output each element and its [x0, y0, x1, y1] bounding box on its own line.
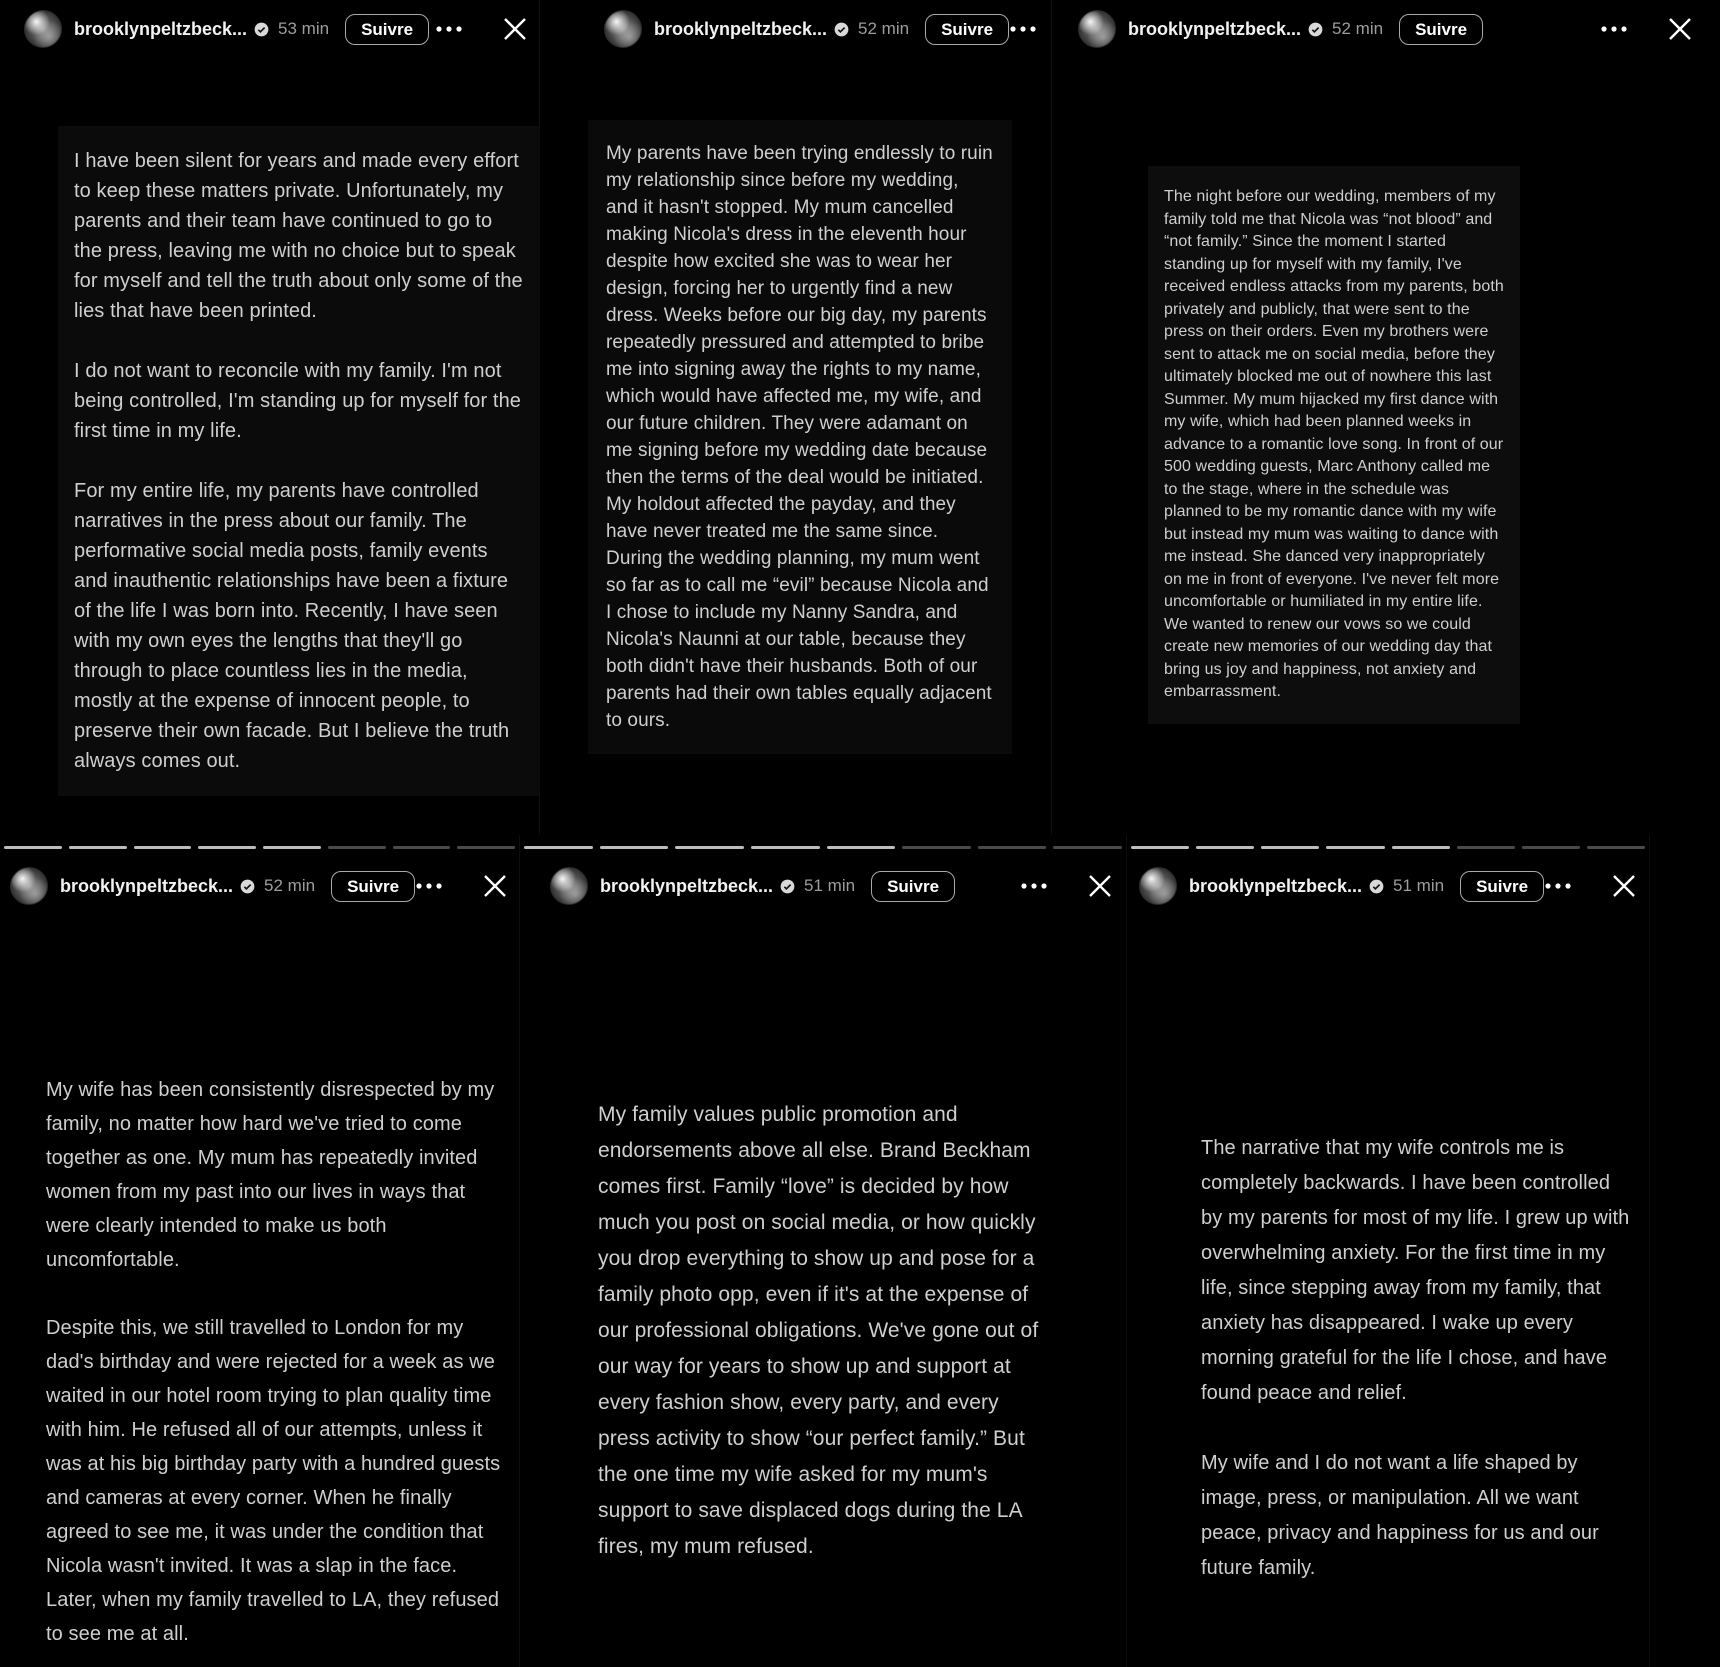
progress-segment: [1457, 846, 1515, 849]
follow-button[interactable]: Suivre: [1460, 871, 1544, 902]
close-icon[interactable]: [481, 872, 509, 900]
username[interactable]: brooklynpeltzbeck...: [654, 18, 828, 39]
verified-badge-icon: [780, 879, 795, 894]
progress-segment: [4, 846, 62, 849]
more-options-icon[interactable]: [1600, 25, 1628, 33]
story-progress-bar: [524, 846, 1122, 849]
story-text-block: [1148, 166, 1520, 724]
progress-segment: [263, 846, 321, 849]
story-header: [520, 861, 1126, 911]
story-timestamp: 51 min: [804, 876, 856, 895]
story-panel-bottom-right: [1127, 835, 1650, 1667]
right-gutter: [1650, 835, 1720, 1667]
more-options-icon[interactable]: [435, 25, 463, 33]
story-timestamp: 53 min: [278, 19, 330, 38]
story-text-block: [598, 1097, 1040, 1565]
username[interactable]: brooklynpeltzbeck...: [600, 875, 774, 896]
follow-button[interactable]: Suivre: [871, 871, 955, 902]
progress-segment: [827, 846, 896, 849]
follow-button[interactable]: Suivre: [345, 14, 429, 45]
progress-segment: [1261, 846, 1319, 849]
username[interactable]: brooklynpeltzbeck...: [60, 875, 234, 896]
avatar[interactable]: [1078, 10, 1116, 48]
progress-segment: [69, 846, 127, 849]
progress-segment: [393, 846, 451, 849]
story-text-block: [1201, 1131, 1635, 1586]
avatar[interactable]: [1139, 867, 1177, 905]
username[interactable]: brooklynpeltzbeck...: [1189, 875, 1363, 896]
username[interactable]: brooklynpeltzbeck...: [1128, 18, 1302, 39]
progress-segment: [1131, 846, 1189, 849]
avatar[interactable]: [10, 867, 48, 905]
progress-segment: [1326, 846, 1384, 849]
story-header: [1052, 0, 1720, 50]
story-timestamp: 52 min: [858, 19, 910, 38]
progress-segment: [751, 846, 820, 849]
follow-button[interactable]: Suivre: [1399, 14, 1483, 45]
verified-badge-icon: [834, 22, 849, 37]
progress-segment: [1522, 846, 1580, 849]
stories-row-bottom: [0, 835, 1720, 1667]
username[interactable]: brooklynpeltzbeck...: [74, 18, 248, 39]
story-text-paragraph: The night before our wedding, members of my family told me that Nicola was “not blood” and “not family.” Since the moment I started standing up for myself with my family, I've received endless attacks from my parents, both privately and publicly, that were sent to the press on their orders. Even my brothers were sent to attack me on social media, before they ultimately blocked me out of nowhere this last Summer. My mum hijacked my first dance with my wife, which had been planned weeks in advance to a romantic love song. In front of our 500 wedding guests, Marc Anthony called me to the stage, where in the schedule was planned to be my romantic dance with my wife but instead my mum was waiting to dance with me instead. She danced very inappropriately on me in front of everyone. I've never felt more uncomfortable or humiliated in my entire life. We wanted to renew our vows so we could create new memories of our wedding day that bring us joy and happiness, not anxiety and embarrassment.: [1164, 188, 1504, 700]
story-timestamp: 52 min: [1332, 19, 1384, 38]
story-timestamp: 51 min: [1393, 876, 1445, 895]
story-text-paragraph: My wife has been consistently disrespected by my family, no matter how hard we've tried to come together as one. My mum has repeatedly invited women from my past into our lives in ways that were clearly intended to make us both uncomfortable.: [46, 1079, 495, 1271]
story-text-block: [588, 120, 1012, 754]
story-panel-top-right: [1052, 0, 1720, 835]
story-timestamp: 52 min: [264, 876, 316, 895]
story-text-paragraph: For my entire life, my parents have controlled narratives in the press about our family. The performative social media posts, family events and inauthentic relationships have been a fixture of the life I was born into. Recently, I have seen with my own eyes the lengths that they'll go through to place countless lies in the media, mostly at the expense of innocent people, to preserve their own facade. But I believe the truth always comes out.: [74, 480, 510, 772]
progress-segment: [1587, 846, 1645, 849]
progress-segment: [328, 846, 386, 849]
progress-segment: [198, 846, 256, 849]
more-options-icon[interactable]: [1009, 25, 1037, 33]
story-progress-bar: [4, 846, 515, 849]
verified-badge-icon: [254, 22, 269, 37]
avatar[interactable]: [24, 10, 62, 48]
close-icon[interactable]: [1086, 872, 1114, 900]
progress-segment: [675, 846, 744, 849]
avatar[interactable]: [550, 867, 588, 905]
verified-badge-icon: [1369, 879, 1384, 894]
progress-segment: [524, 846, 593, 849]
story-header: [0, 861, 519, 911]
story-header: [540, 0, 1051, 50]
story-text-block: [46, 1073, 502, 1651]
close-icon[interactable]: [1666, 15, 1694, 43]
story-panel-bottom-left: [0, 835, 520, 1667]
story-text-paragraph: Despite this, we still travelled to London for my dad's birthday and were rejected for a week as we waited in our hotel room trying to plan quality time with him. He refused all of our attempts, unless it was at his big birthday party with a hundred guests and cameras at every corner. When he finally agreed to see me, it was under the condition that Nicola wasn't invited. It was a slap in the face. Later, when my family travelled to LA, they refused to see me at all.: [46, 1317, 501, 1645]
progress-segment: [978, 846, 1047, 849]
story-panel-bottom-middle: [520, 835, 1127, 1667]
story-text-paragraph: I do not want to reconcile with my family. I'm not being controlled, I'm standing up for myself for the first time in my life.: [74, 360, 522, 442]
more-options-icon[interactable]: [415, 882, 443, 890]
story-text-paragraph: My wife and I do not want a life shaped by image, press, or manipulation. All we want peace, privacy and happiness for us and our future family.: [1201, 1452, 1599, 1579]
story-text-paragraph: The narrative that my wife controls me is completely backwards. I have been controlled by my parents for most of my life. I grew up with overwhelming anxiety. For the first time in my life, since stepping away from my family, that anxiety has disappeared. I wake up every morning grateful for the life I chose, and have found peace and relief.: [1201, 1137, 1630, 1404]
progress-segment: [134, 846, 192, 849]
story-panel-top-middle: [540, 0, 1052, 835]
close-icon[interactable]: [1610, 872, 1638, 900]
progress-segment: [1053, 846, 1122, 849]
story-text-block: [58, 126, 540, 796]
verified-badge-icon: [240, 879, 255, 894]
progress-segment: [1392, 846, 1450, 849]
story-text-paragraph: My parents have been trying endlessly to ruin my relationship since before my wedding, and it hasn't stopped. My mum cancelled making Nicola's dress in the eleventh hour despite how excited she was to wear her design, forcing her to urgently find a new dress. Weeks before our big day, my parents repeatedly pressured and attempted to bribe me into signing away the rights to my name, which would have affected me, my wife, and our future children. They were adamant on me signing before my wedding date because then the terms of the deal would be initiated. My holdout affected the payday, and they have never treated me the same since. During the wedding planning, my mum went so far as to call me “evil” because Nicola and I chose to include my Nanny Sandra, and Nicola's Naunni at our table, because they both didn't have their husbands. Both of our parents had their own tables equally adjacent to ours.: [606, 143, 993, 731]
progress-segment: [457, 846, 515, 849]
story-header: [1127, 861, 1649, 911]
story-progress-bar: [1131, 846, 1645, 849]
story-text-paragraph: My family values public promotion and endorsements above all else. Brand Beckham comes first. Family “love” is decided by how much you post on social media, or how quickly you drop everything to show up and pose for a family photo opp, even if it's at the expense of our professional obligations. We've gone out of our way for years to show up and support at every fashion show, every party, and every press activity to show “our perfect family.” But the one time my wife asked for my mum's support to save displaced dogs during the LA fires, my mum refused.: [598, 1103, 1039, 1558]
follow-button[interactable]: Suivre: [331, 871, 415, 902]
story-panel-top-left: [0, 0, 540, 835]
story-header: [0, 0, 539, 50]
story-text-paragraph: I have been silent for years and made every effort to keep these matters private. Unfortunately, my parents and their team have continued to go to the press, leaving me with no choice but to speak for myself and tell the truth about only some of the lies that have been printed.: [74, 150, 523, 322]
follow-button[interactable]: Suivre: [925, 14, 1009, 45]
more-options-icon[interactable]: [1544, 882, 1572, 890]
avatar[interactable]: [604, 10, 642, 48]
more-options-icon[interactable]: [1020, 882, 1048, 890]
progress-segment: [902, 846, 971, 849]
progress-segment: [1196, 846, 1254, 849]
close-icon[interactable]: [501, 15, 529, 43]
progress-segment: [600, 846, 669, 849]
verified-badge-icon: [1308, 22, 1323, 37]
